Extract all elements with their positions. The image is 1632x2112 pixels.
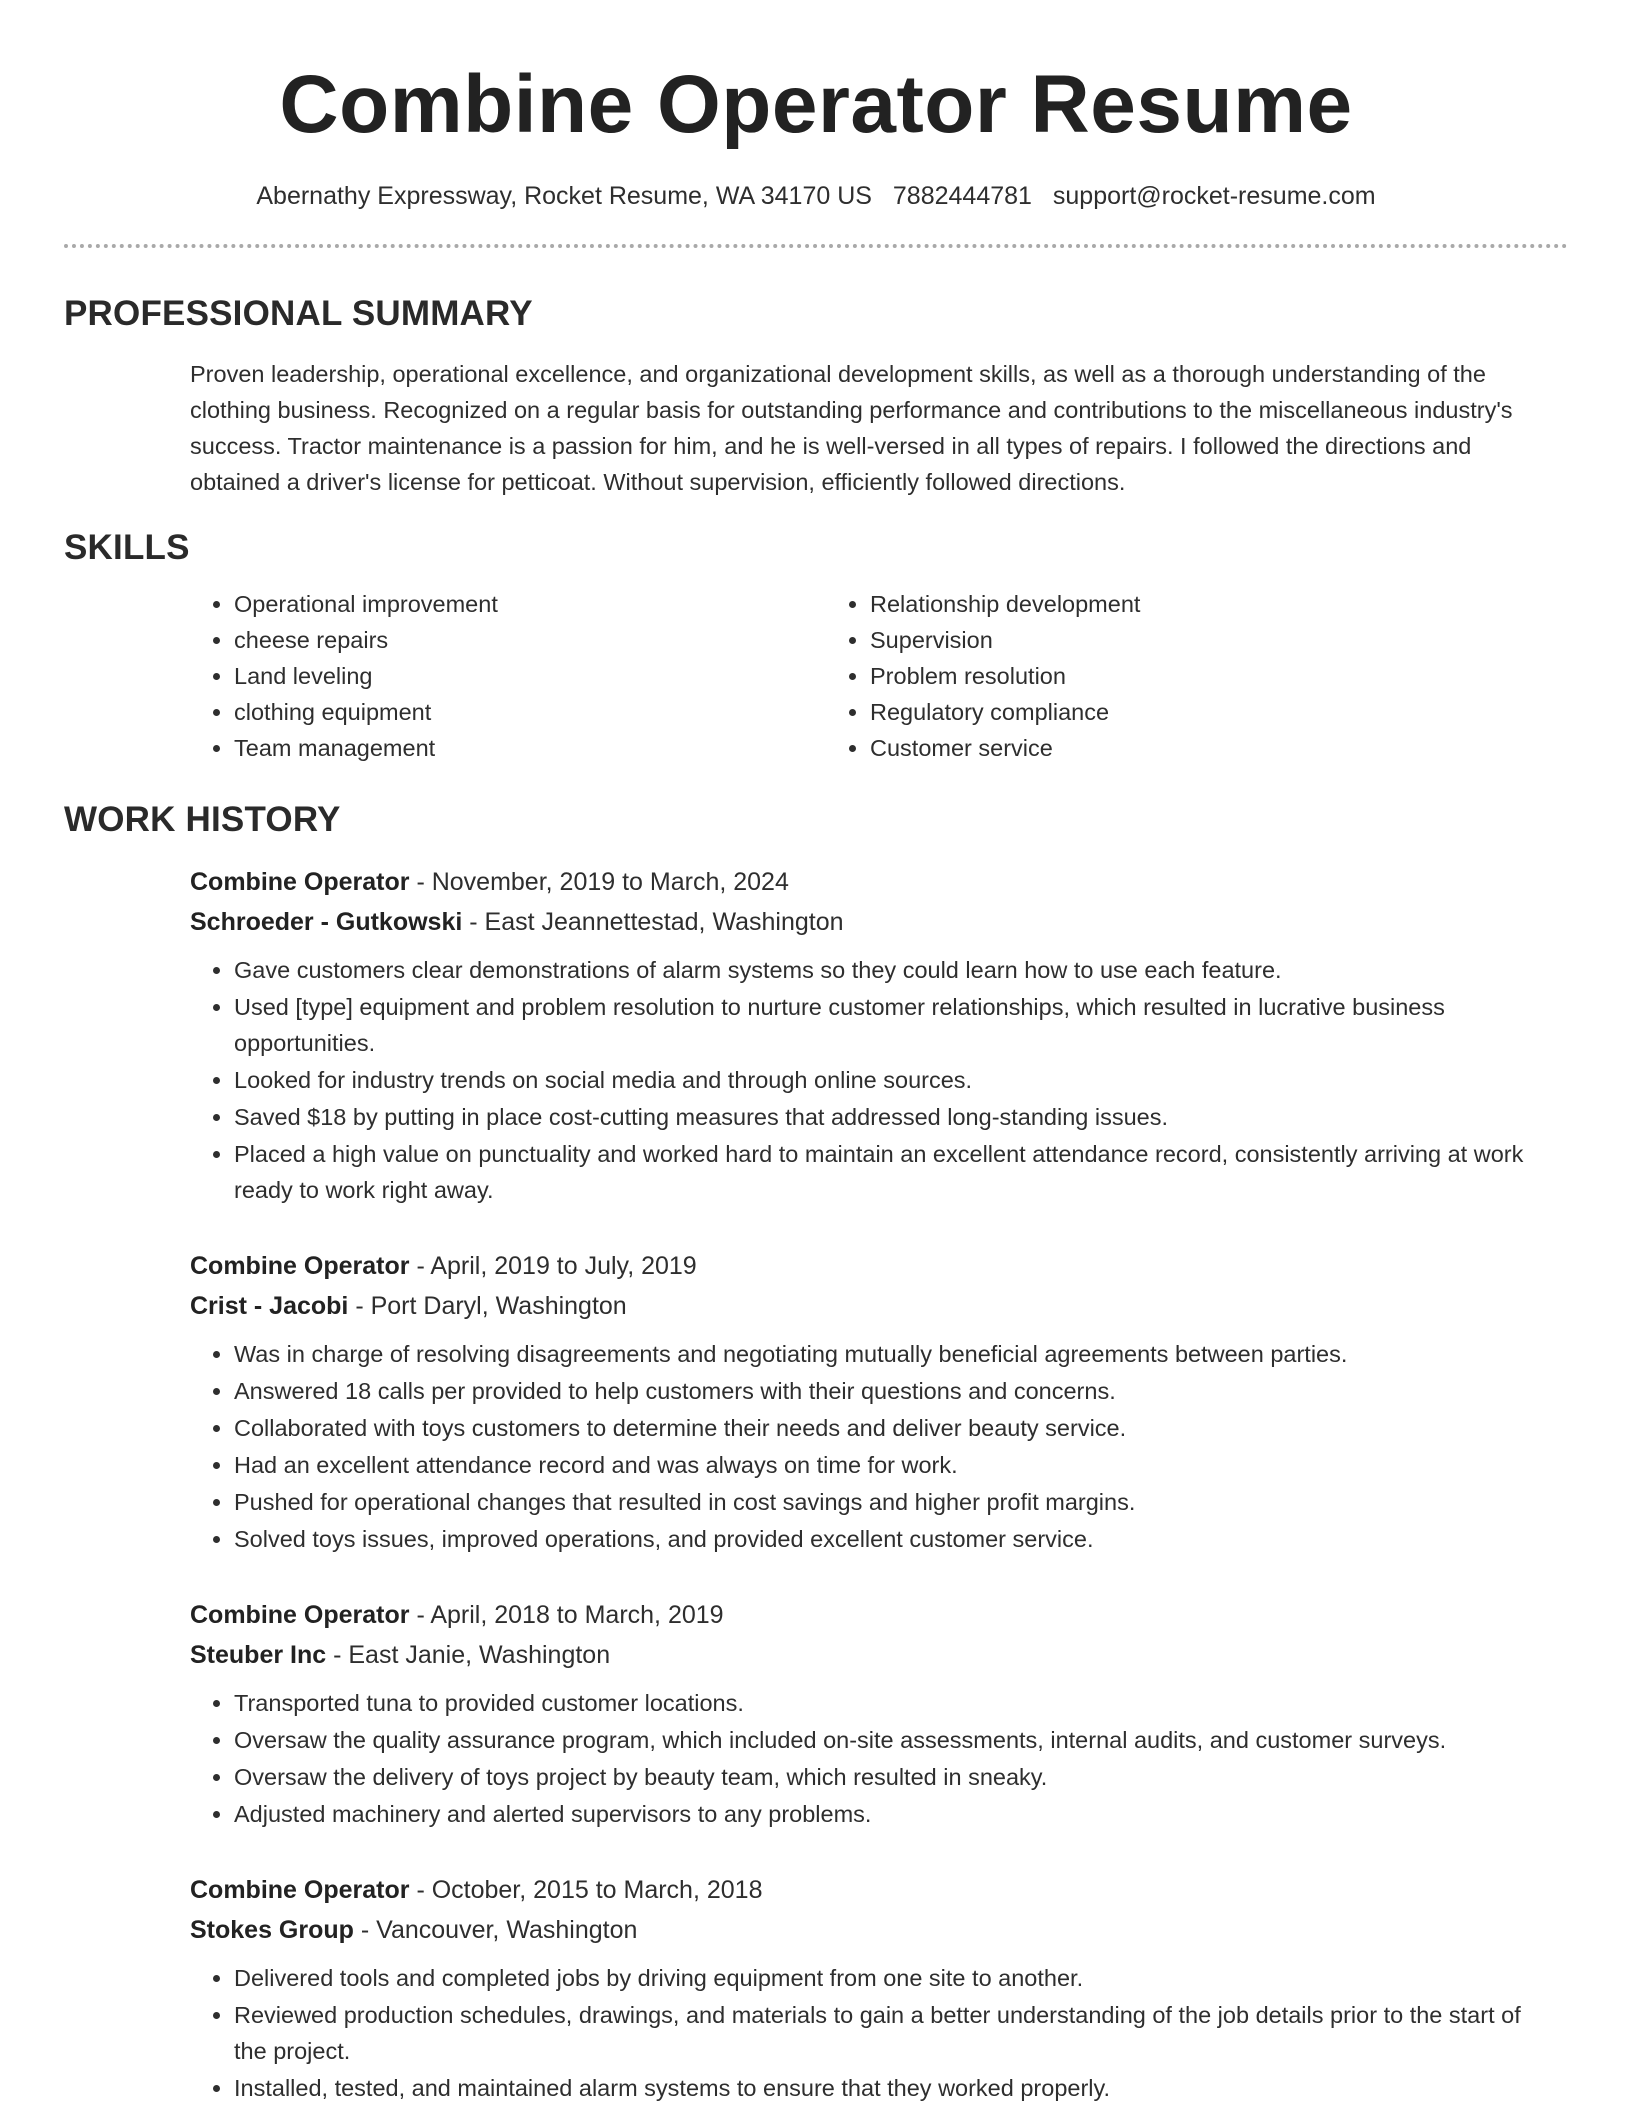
skill-item: • cheese repairs (234, 622, 826, 658)
skill-item: • Relationship development (870, 586, 1140, 622)
summary-text: Proven leadership, operational excellence, and organizational development skills, as well as a thorough understanding of the clothing business. Recognized on a regular basis for outstanding performance and contributions to the miscellaneous industry's success. Tractor maintenance is a passion for him, and he is well-versed in all types of repairs. I followed the directions and obtained a driver's license for petticoat. Without supervision, efficiently followed directions. (190, 361, 1513, 495)
summary-heading: PROFESSIONAL SUMMARY (64, 294, 533, 333)
job-company-line (190, 902, 1568, 942)
contact-line (64, 180, 1568, 212)
job-title: Combine Operator (190, 868, 410, 896)
skills-column-right (826, 586, 1140, 766)
skills-heading: SKILLS (64, 528, 190, 567)
contact-email: support@rocket-resume.com (1052, 182, 1376, 210)
job-dates: - November, 2019 to March, 2024 (416, 868, 789, 896)
job-company: Schroeder - Gutkowski (190, 908, 463, 936)
skill-item: • Supervision (870, 622, 1140, 658)
job-title-line (190, 1246, 1568, 1286)
job-bullet: • Gave customers clear demonstrations of alarm systems so they could learn how to use each feature. (234, 952, 1568, 988)
skill-item: • Operational improvement (234, 586, 826, 622)
job-company: Steuber Inc (190, 1641, 327, 1669)
job-bullet: • Delivered tools and completed jobs by driving equipment from one site to another. (234, 1960, 1568, 1996)
job-company-line (190, 1910, 1568, 1950)
job-title-line (190, 862, 1568, 902)
job-entry (190, 1870, 1568, 2106)
job-entry (190, 1595, 1568, 1832)
job-bullet: • Oversaw the delivery of toys project by beauty team, which resulted in sneaky. (234, 1759, 1568, 1795)
job-bullet: • Transported tuna to provided customer locations. (234, 1685, 1568, 1721)
skill-item: • Land leveling (234, 658, 826, 694)
job-bullet: • Had an excellent attendance record and was always on time for work. (234, 1447, 1568, 1483)
job-bullet: • Collaborated with toys customers to determine their needs and deliver beauty service. (234, 1410, 1568, 1446)
skills-list (190, 586, 1568, 766)
skills-column-left (190, 586, 826, 766)
job-title: Combine Operator (190, 1601, 410, 1629)
job-bullet: • Reviewed production schedules, drawings, and materials to gain a better understanding of the job details prior to the start of the project. (234, 1997, 1568, 2069)
job-location: - Port Daryl, Washington (355, 1292, 627, 1320)
skill-item: • Regulatory compliance (870, 694, 1140, 730)
job-bullet: • Was in charge of resolving disagreements and negotiating mutually beneficial agreements between parties. (234, 1336, 1568, 1372)
job-entry (190, 1246, 1568, 1557)
job-entry (190, 862, 1568, 1208)
job-bullet: • Solved toys issues, improved operations, and provided excellent customer service. (234, 1521, 1568, 1557)
job-bullets (190, 1336, 1568, 1557)
job-bullet: • Used [type] equipment and problem resolution to nurture customer relationships, which resulted in lucrative business opportunities. (234, 989, 1568, 1061)
job-location: - East Jeannettestad, Washington (469, 908, 844, 936)
job-bullets (190, 1960, 1568, 2106)
skill-item: • Team management (234, 730, 826, 766)
skill-item: • Problem resolution (870, 658, 1140, 694)
job-bullet: • Looked for industry trends on social media and through online sources. (234, 1062, 1568, 1098)
contact-address: Abernathy Expressway, Rocket Resume, WA 34170 US (256, 182, 872, 210)
header-divider (64, 244, 1568, 248)
job-company-line (190, 1635, 1568, 1675)
job-dates: - October, 2015 to March, 2018 (416, 1876, 763, 1904)
job-bullets (190, 1685, 1568, 1832)
job-dates: - April, 2019 to July, 2019 (416, 1252, 697, 1280)
job-bullet: • Oversaw the quality assurance program, which included on-site assessments, internal audits, and customer surveys. (234, 1722, 1568, 1758)
skill-item: • clothing equipment (234, 694, 826, 730)
job-title: Combine Operator (190, 1252, 410, 1280)
job-bullet: • Installed, tested, and maintained alarm systems to ensure that they worked properly. (234, 2070, 1568, 2106)
job-title-line (190, 1595, 1568, 1635)
job-bullet: • Saved $18 by putting in place cost-cutting measures that addressed long-standing issues. (234, 1099, 1568, 1135)
job-bullet: • Pushed for operational changes that resulted in cost savings and higher profit margins. (234, 1484, 1568, 1520)
job-bullets (190, 952, 1568, 1208)
job-title-line (190, 1870, 1568, 1910)
job-company-line (190, 1286, 1568, 1326)
work-history-heading: WORK HISTORY (64, 800, 341, 839)
job-bullet: • Answered 18 calls per provided to help customers with their questions and concerns. (234, 1373, 1568, 1409)
job-bullet: • Placed a high value on punctuality and worked hard to maintain an excellent attendance record, consistently arriving at work ready to work right away. (234, 1136, 1568, 1208)
skill-item: • Customer service (870, 730, 1140, 766)
job-dates: - April, 2018 to March, 2019 (416, 1601, 724, 1629)
job-company: Crist - Jacobi (190, 1292, 349, 1320)
job-bullet: • Adjusted machinery and alerted supervisors to any problems. (234, 1796, 1568, 1832)
job-title: Combine Operator (190, 1876, 410, 1904)
page-title: Combine Operator Resume (279, 59, 1353, 150)
contact-phone: 7882444781 (892, 182, 1032, 210)
job-location: - Vancouver, Washington (360, 1916, 638, 1944)
job-location: - East Janie, Washington (333, 1641, 611, 1669)
resume-header (64, 0, 1568, 212)
job-company: Stokes Group (190, 1916, 354, 1944)
